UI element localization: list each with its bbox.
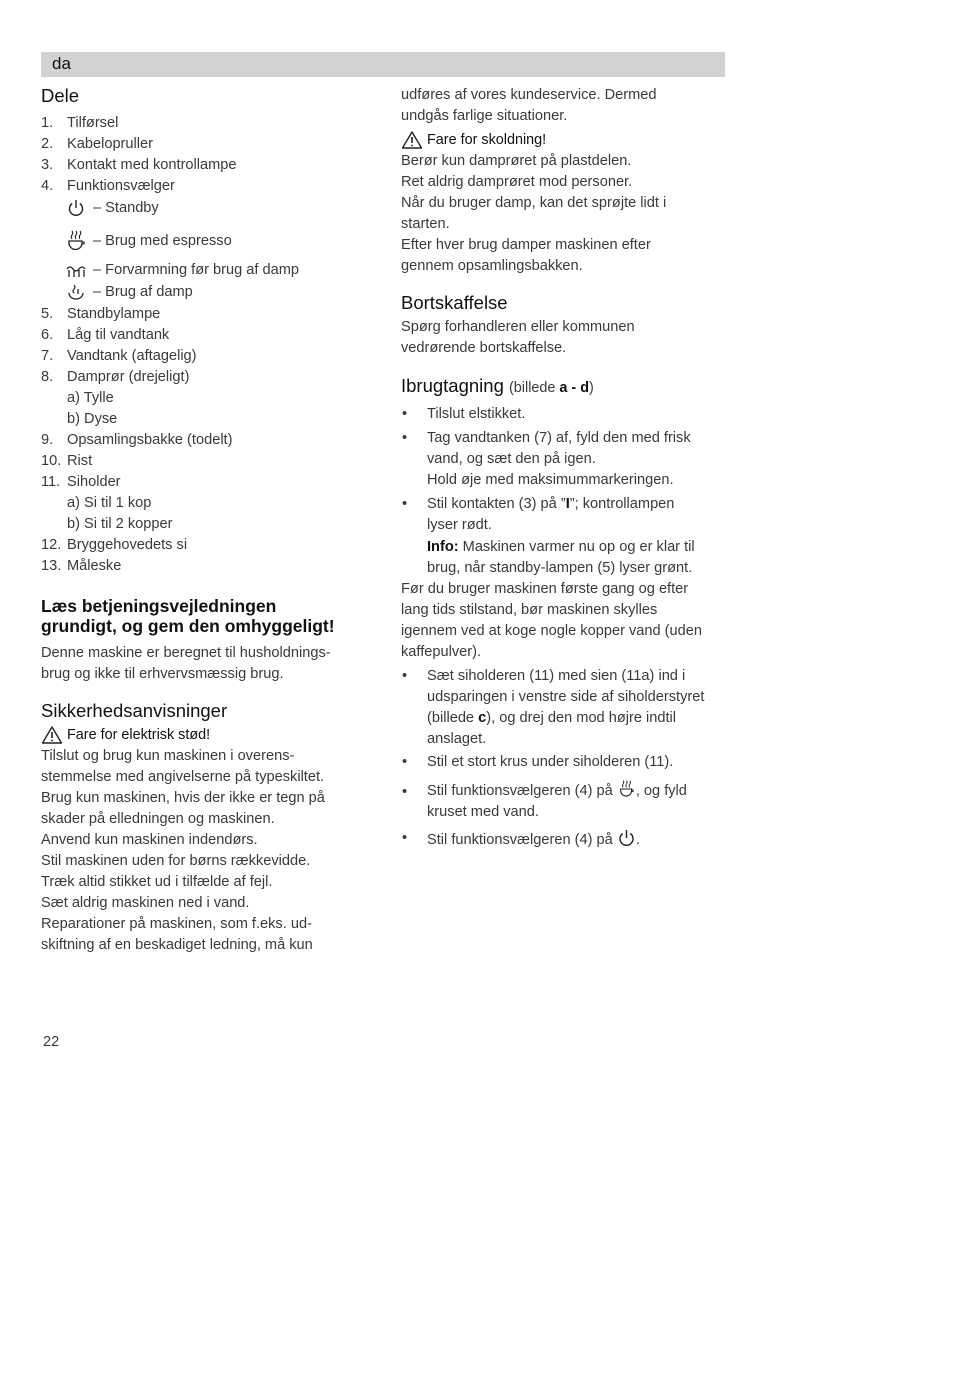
scald-line: gennem opsamlingsbakken.: [401, 258, 583, 274]
steam-preheat-icon: [66, 261, 86, 281]
list-item: • Tag vandtanken (7) af, fyld den med frisk vand, og sæt den på igen. Hold øje med maksimummarkeringen.: [402, 430, 691, 488]
safety-line: skader på elledningen og maskinen.: [41, 811, 275, 827]
espresso-cup-icon: [67, 229, 85, 253]
warning-triangle-icon: [401, 130, 423, 150]
list-item: a) Si til 1 kop: [67, 495, 152, 511]
list-item: a) Tylle: [67, 390, 114, 406]
function-symbols: [41, 197, 361, 304]
warning-triangle-icon: [41, 725, 63, 745]
intended-use-text-1: Denne maskine er beregnet til husholdnings-: [41, 645, 331, 661]
function-row: – Forvarmning før brug af damp: [41, 260, 361, 282]
list-item: • Sæt siholderen (11) med sien (11a) ind i udsparingen i venstre side af siholderstyret (billede c), og drej den mod højre indtil anslaget.: [402, 668, 705, 747]
setup-figure-ref: (billede a - d): [509, 380, 594, 396]
info-label: Info:: [427, 539, 459, 555]
rinse-line: lang tids stilstand, bør maskinen skylles: [401, 602, 658, 618]
setup-steps-continued: [401, 666, 727, 851]
safety-heading: Sikkerhedsanvisninger: [41, 700, 228, 721]
list-item: 6. Låg til vandtank: [41, 327, 170, 343]
safety-line: Tilslut og brug kun maskinen i overens-: [41, 748, 295, 764]
service-text: undgås farlige situationer.: [401, 108, 568, 124]
safety-line: skiftning af en beskadiget ledning, må kun: [41, 937, 313, 953]
list-item: 5. Standbylampe: [41, 306, 161, 322]
safety-line: Reparationer på maskinen, som f.eks. ud-: [41, 916, 312, 932]
disposal-line: vedrørende bortskaffelse.: [401, 340, 567, 356]
electric-shock-warning: Fare for elektrisk stød!: [41, 725, 361, 746]
scald-line: Efter hver brug damper maskinen efter: [401, 237, 651, 253]
safety-line: stemmelse med angivelserne på typeskiltet.: [41, 769, 325, 785]
list-item: • Stil funktionsvælgeren (4) på , og fyld kruset med vand.: [401, 779, 727, 823]
safety-line: Stil maskinen uden for børns rækkevidde.: [41, 853, 311, 869]
right-column: [401, 85, 727, 851]
list-item: 8. Damprør (drejeligt): [41, 369, 190, 385]
safety-line: Træk altid stikket ud i tilfælde af fejl.: [41, 874, 273, 890]
safety-line: Anvend kun maskinen indendørs.: [41, 832, 258, 848]
read-instructions-heading: Læs betjeningsvejledningen grundigt, og gem den omhyggeligt!: [41, 596, 335, 636]
safety-line: Brug kun maskinen, hvis der ikke er tegn på: [41, 790, 325, 806]
page-number: 22: [43, 1034, 60, 1050]
function-row: – Standby: [41, 197, 361, 224]
intended-use-text-2: brug og ikke til erhvervsmæssig brug.: [41, 666, 284, 682]
espresso-cup-icon: [617, 779, 636, 799]
scald-line: starten.: [401, 216, 450, 232]
setup-heading: Ibrugtagning (billede a - d): [401, 375, 594, 396]
steam-icon: [67, 283, 85, 303]
list-item: • Stil et stort krus under siholderen (11).: [402, 754, 674, 770]
disposal-line: Spørg forhandleren eller kommunen: [401, 319, 635, 335]
list-item: • Stil funktionsvælgeren (4) på .: [402, 830, 640, 848]
list-item: 12. Bryggehovedets si: [41, 537, 188, 553]
power-icon: [617, 828, 636, 848]
list-item: 1. Tilførsel: [41, 115, 119, 131]
parts-list-continued: [41, 304, 361, 577]
list-item: b) Dyse: [67, 411, 118, 427]
list-item: 4. Funktionsvælger: [41, 178, 175, 194]
list-item: • Tilslut elstikket.: [402, 406, 526, 422]
scald-warning: Fare for skoldning!: [401, 130, 727, 151]
list-item: b) Si til 2 kopper: [67, 516, 173, 532]
power-icon: [67, 197, 85, 219]
list-item: 7. Vandtank (aftagelig): [41, 348, 197, 364]
function-row: – Brug med espresso: [41, 224, 361, 260]
safety-line: Sæt aldrig maskinen ned i vand.: [41, 895, 250, 911]
scald-line: Berør kun damprøret på plastdelen.: [401, 153, 632, 169]
scald-line: Når du bruger damp, kan det sprøjte lidt i: [401, 195, 667, 211]
list-item: 2. Kabelopruller: [41, 136, 153, 152]
function-row: – Brug af damp: [41, 282, 361, 304]
list-item: • Stil kontakten (3) på ”I”; kontrollampen lyser rødt. Info: Maskinen varmer nu op og er klar til brug, når standby-lampen (5) lyser grønt.: [402, 496, 695, 576]
list-item: 9. Opsamlingsbakke (todelt): [41, 432, 233, 448]
list-item: 13. Måleske: [41, 558, 122, 574]
rinse-line: kaffepulver).: [401, 644, 482, 660]
rinse-line: igennem ved at koge nogle kopper vand (uden: [401, 623, 703, 639]
parts-heading: Dele: [41, 85, 80, 106]
language-code: da: [52, 54, 71, 73]
language-bar: [41, 52, 725, 77]
disposal-heading: Bortskaffelse: [401, 292, 508, 313]
left-column: [41, 84, 361, 956]
service-text: udføres af vores kundeservice. Dermed: [401, 87, 657, 103]
list-item: 3. Kontakt med kontrollampe: [41, 157, 237, 173]
list-item: 11. Siholder: [41, 474, 121, 490]
setup-steps: [401, 404, 727, 579]
parts-list: [41, 113, 361, 197]
scald-line: Ret aldrig damprøret mod personer.: [401, 174, 633, 190]
list-item: 10. Rist: [41, 453, 93, 469]
rinse-line: Før du bruger maskinen første gang og efter: [401, 581, 689, 597]
